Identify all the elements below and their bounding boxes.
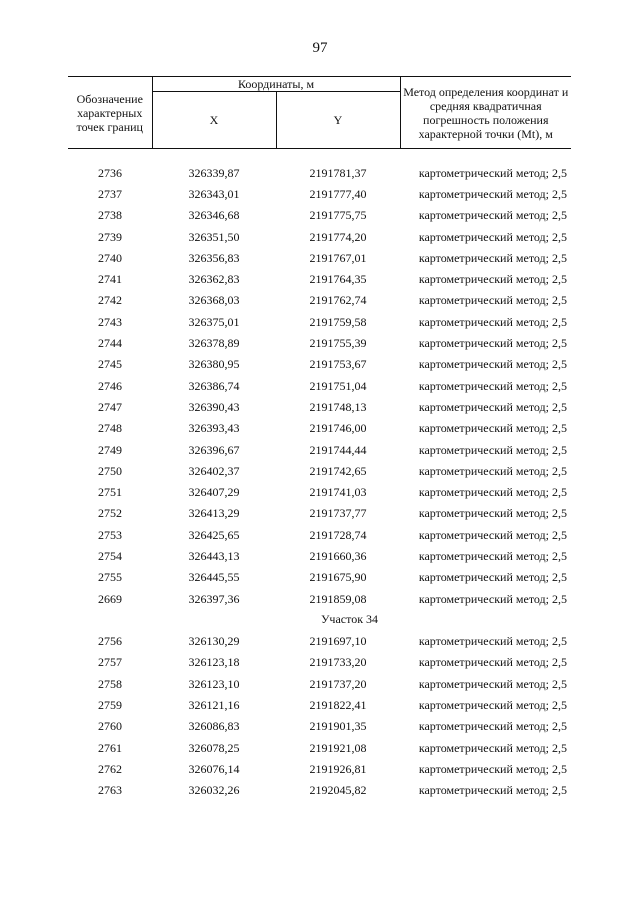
y-coordinate-cell: 2191777,40 (309, 186, 367, 201)
y-coordinate-cell: 2191774,20 (309, 229, 367, 244)
point-id-cell: 2751 (98, 485, 122, 500)
y-coordinate-cell: 2191764,35 (309, 272, 367, 287)
header-point-label: Обозначение характерных точек границ (68, 77, 152, 149)
point-id-cell: 2756 (98, 634, 122, 649)
y-coordinate-cell: 2191762,74 (309, 293, 367, 308)
y-coordinate-cell: 2191744,44 (309, 442, 367, 457)
x-coordinate-cell: 326386,74 (188, 378, 240, 393)
y-coordinate-cell: 2191697,10 (309, 634, 367, 649)
method-cell: картометрический метод; 2,5 (418, 272, 567, 287)
y-coordinate-cell: 2191775,75 (309, 208, 367, 223)
method-cell: картометрический метод; 2,5 (418, 293, 567, 308)
method-cell: картометрический метод; 2,5 (418, 229, 567, 244)
point-id-cell: 2759 (98, 698, 122, 713)
table-row (68, 588, 571, 609)
x-coordinate-cell: 326413,29 (188, 506, 240, 521)
table-row (68, 418, 571, 439)
method-cell: картометрический метод; 2,5 (418, 634, 567, 649)
point-id-cell: 2669 (98, 591, 122, 606)
y-coordinate-cell: 2191746,00 (309, 421, 367, 436)
x-coordinate-cell: 326356,83 (188, 250, 240, 265)
y-coordinate-cell: 2191767,01 (309, 250, 367, 265)
y-coordinate-cell: 2191742,65 (309, 463, 367, 478)
section-row (68, 609, 571, 630)
x-coordinate-cell: 326032,26 (188, 783, 240, 798)
point-id-cell: 2743 (98, 314, 122, 329)
header-y-label: Y (276, 92, 400, 149)
point-id-cell: 2755 (98, 570, 122, 585)
x-coordinate-cell: 326362,83 (188, 272, 240, 287)
method-cell: картометрический метод; 2,5 (418, 208, 567, 223)
table-row (68, 205, 571, 226)
coordinates-table (68, 76, 571, 801)
point-id-cell: 2740 (98, 250, 122, 265)
point-id-cell: 2744 (98, 336, 122, 351)
method-cell: картометрический метод; 2,5 (418, 527, 567, 542)
method-cell: картометрический метод; 2,5 (418, 250, 567, 265)
method-cell: картометрический метод; 2,5 (418, 421, 567, 436)
method-cell: картометрический метод; 2,5 (418, 548, 567, 563)
x-coordinate-cell: 326397,36 (188, 591, 240, 606)
y-coordinate-cell: 2191728,74 (309, 527, 367, 542)
table-row (68, 737, 571, 758)
table-row (68, 673, 571, 694)
method-cell: картометрический метод; 2,5 (418, 676, 567, 691)
x-coordinate-cell: 326078,25 (188, 740, 240, 755)
y-coordinate-cell: 2191753,67 (309, 357, 367, 372)
table-row (68, 439, 571, 460)
x-coordinate-cell: 326380,95 (188, 357, 240, 372)
y-coordinate-cell: 2191675,90 (309, 570, 367, 585)
x-coordinate-cell: 326121,16 (188, 698, 240, 713)
method-cell: картометрический метод; 2,5 (418, 357, 567, 372)
x-coordinate-cell: 326443,13 (188, 548, 240, 563)
method-cell: картометрический метод; 2,5 (418, 186, 567, 201)
y-coordinate-cell: 2191781,37 (309, 165, 367, 180)
method-cell: картометрический метод; 2,5 (418, 336, 567, 351)
x-coordinate-cell: 326396,67 (188, 442, 240, 457)
y-coordinate-cell: 2191901,35 (309, 719, 367, 734)
table-row (68, 567, 571, 588)
table-row (68, 268, 571, 289)
table-row (68, 183, 571, 204)
point-id-cell: 2738 (98, 208, 122, 223)
table-row (68, 311, 571, 332)
table-row (68, 652, 571, 673)
table-row (68, 780, 571, 801)
table-row (68, 332, 571, 353)
method-cell: картометрический метод; 2,5 (418, 719, 567, 734)
table-row (68, 631, 571, 652)
table-header (68, 77, 571, 149)
point-id-cell: 2763 (98, 783, 122, 798)
header-method-label: Метод определения координат и средняя квадратичная погрешность положения характерной точки (Mt), м (400, 77, 571, 149)
method-cell: картометрический метод; 2,5 (418, 740, 567, 755)
point-id-cell: 2748 (98, 421, 122, 436)
method-cell: картометрический метод; 2,5 (418, 761, 567, 776)
table-row (68, 396, 571, 417)
x-coordinate-cell: 326445,55 (188, 570, 240, 585)
y-coordinate-cell: 2191737,77 (309, 506, 367, 521)
x-coordinate-cell: 326351,50 (188, 229, 240, 244)
method-cell: картометрический метод; 2,5 (418, 783, 567, 798)
y-coordinate-cell: 2191751,04 (309, 378, 367, 393)
table-row (68, 162, 571, 183)
point-id-cell: 2754 (98, 548, 122, 563)
y-coordinate-cell: 2191737,20 (309, 676, 367, 691)
table-row (68, 694, 571, 715)
x-coordinate-cell: 326343,01 (188, 186, 240, 201)
method-cell: картометрический метод; 2,5 (418, 506, 567, 521)
x-coordinate-cell: 326407,29 (188, 485, 240, 500)
y-coordinate-cell: 2191755,39 (309, 336, 367, 351)
method-cell: картометрический метод; 2,5 (418, 378, 567, 393)
y-coordinate-cell: 2191748,13 (309, 399, 367, 414)
x-coordinate-cell: 326368,03 (188, 293, 240, 308)
y-coordinate-cell: 2192045,82 (309, 783, 367, 798)
y-coordinate-cell: 2191741,03 (309, 485, 367, 500)
table-row (68, 758, 571, 779)
point-id-cell: 2736 (98, 165, 122, 180)
table-row (68, 481, 571, 502)
method-cell: картометрический метод; 2,5 (418, 485, 567, 500)
table-row (68, 503, 571, 524)
point-id-cell: 2749 (98, 442, 122, 457)
x-coordinate-cell: 326086,83 (188, 719, 240, 734)
y-coordinate-cell: 2191759,58 (309, 314, 367, 329)
point-id-cell: 2758 (98, 676, 122, 691)
x-coordinate-cell: 326339,87 (188, 165, 240, 180)
x-coordinate-cell: 326378,89 (188, 336, 240, 351)
page-number: 97 (312, 40, 328, 56)
method-cell: картометрический метод; 2,5 (418, 399, 567, 414)
method-cell: картометрический метод; 2,5 (418, 698, 567, 713)
y-coordinate-cell: 2191660,36 (309, 548, 367, 563)
point-id-cell: 2745 (98, 357, 122, 372)
method-cell: картометрический метод; 2,5 (418, 463, 567, 478)
x-coordinate-cell: 326346,68 (188, 208, 240, 223)
method-cell: картометрический метод; 2,5 (418, 165, 567, 180)
x-coordinate-cell: 326390,43 (188, 399, 240, 414)
x-coordinate-cell: 326076,14 (188, 761, 240, 776)
table-row (68, 354, 571, 375)
point-id-cell: 2747 (98, 399, 122, 414)
table-row (68, 375, 571, 396)
point-id-cell: 2742 (98, 293, 122, 308)
table-row (68, 290, 571, 311)
table-row (68, 545, 571, 566)
point-id-cell: 2741 (98, 272, 122, 287)
table-row (68, 247, 571, 268)
point-id-cell: 2761 (98, 740, 122, 755)
x-coordinate-cell: 326123,10 (188, 676, 240, 691)
point-id-cell: 2762 (98, 761, 122, 776)
method-cell: картометрический метод; 2,5 (418, 655, 567, 670)
y-coordinate-cell: 2191822,41 (309, 698, 367, 713)
point-id-cell: 2752 (98, 506, 122, 521)
x-coordinate-cell: 326425,65 (188, 527, 240, 542)
point-id-cell: 2746 (98, 378, 122, 393)
header-coordinates-label: Координаты, м (152, 77, 400, 92)
point-id-cell: 2753 (98, 527, 122, 542)
table-row (68, 460, 571, 481)
method-cell: картометрический метод; 2,5 (418, 442, 567, 457)
method-cell: картометрический метод; 2,5 (418, 570, 567, 585)
header-x-label: X (152, 92, 276, 149)
y-coordinate-cell: 2191926,81 (309, 761, 367, 776)
point-id-cell: 2737 (98, 186, 122, 201)
y-coordinate-cell: 2191733,20 (309, 655, 367, 670)
y-coordinate-cell: 2191921,08 (309, 740, 367, 755)
x-coordinate-cell: 326402,37 (188, 463, 240, 478)
point-id-cell: 2757 (98, 655, 122, 670)
y-coordinate-cell: 2191859,08 (309, 591, 367, 606)
table-row (68, 716, 571, 737)
method-cell: картометрический метод; 2,5 (418, 591, 567, 606)
point-id-cell: 2760 (98, 719, 122, 734)
x-coordinate-cell: 326123,18 (188, 655, 240, 670)
point-id-cell: 2750 (98, 463, 122, 478)
section-title: Участок 34 (320, 612, 379, 627)
point-id-cell: 2739 (98, 229, 122, 244)
x-coordinate-cell: 326393,43 (188, 421, 240, 436)
table-row (68, 524, 571, 545)
table-row (68, 226, 571, 247)
table-body (68, 149, 571, 801)
method-cell: картометрический метод; 2,5 (418, 314, 567, 329)
x-coordinate-cell: 326375,01 (188, 314, 240, 329)
x-coordinate-cell: 326130,29 (188, 634, 240, 649)
